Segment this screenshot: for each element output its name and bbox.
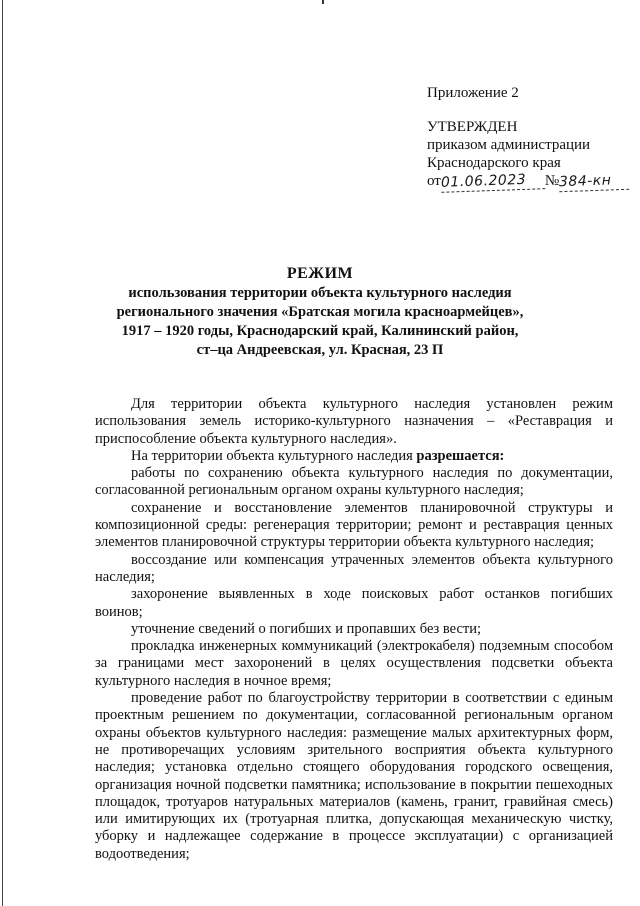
approval-header (427, 84, 637, 191)
title-line: регионального значения «Братская могила красноармейцев», (116, 304, 524, 320)
list-item: работы по сохранению объекта культурного наследия по документации, согласованной региональным органом охраны культурного наследия; (95, 465, 613, 499)
allowed-prefix: На территории объекта культурного наследия (131, 447, 417, 464)
intro-paragraph: Для территории объекта культурного наследия установлен режим использования земель историко-культурного назначения – «Реставрация и приспособление объекта культурного наследия». (95, 396, 613, 447)
title-line: 1917 – 1920 годы, Краснодарский край, Калининский район, (121, 323, 519, 339)
title-line: ст–ца Андреевская, ул. Красная, 23 П (196, 342, 444, 358)
document-body (95, 396, 613, 863)
allowed-bold: разрешается: (416, 447, 505, 464)
handwritten-number: 384-кн (559, 171, 630, 192)
document-title (0, 264, 640, 360)
number-prefix: № (544, 173, 560, 189)
order-line-2: Краснодарского края (427, 155, 561, 171)
page-edge (2, 0, 3, 906)
list-item: прокладка инженерных коммуникаций (электрокабеля) подземным способом за границами мест захоронений в целях осуществления подсветки объекта культурного наследия в ночное время; (95, 638, 613, 689)
list-item: захоронение выявленных в ходе поисковых работ останков погибших воинов; (95, 586, 613, 620)
allowed-paragraph (95, 448, 613, 465)
list-item: проведение работ по благоустройству территории в соответствии с единым проектным решением по документации, согласованной региональным органом охраны объектов культурного наследия: размещение малых архитектурных форм, не противоречащих условиям зрительного восприятия объекта культурного наследия; установка отдельно стоящего оборудования городского освещения, организация ночной подсветки памятника; использование в покрытии пешеходных площадок, тротуаров натуральных материалов (камень, гранит, гравийная смесь) или имитирующих их (тротуарная плитка, допускающая механическую чистку, уборку и надлежащее содержание в процессе эксплуатации) с организацией водоотведения; (95, 690, 613, 862)
handwritten-date: 01.06.2023 (441, 170, 546, 193)
order-line-1: приказом администрации (427, 137, 591, 153)
title-main: РЕЖИМ (286, 265, 354, 282)
approved-label: УТВЕРЖДЕН (427, 119, 518, 135)
list-item: сохранение и восстановление элементов планировочной структуры и композиционной среды: регенерация территории; ремонт и реставрация ценных элементов планировочной структуры территории объекта культурного наследия; (95, 499, 613, 551)
appendix-label: Приложение 2 (427, 85, 519, 101)
scan-mark (322, 0, 324, 4)
title-line: использования территории объекта культурного наследия (128, 285, 512, 301)
from-prefix: от (427, 173, 441, 189)
list-item: уточнение сведений о погибших и пропавших без вести; (131, 620, 482, 637)
list-item: воссоздание или компенсация утраченных элементов объекта культурного наследия; (95, 551, 613, 585)
order-date-number (427, 172, 637, 191)
